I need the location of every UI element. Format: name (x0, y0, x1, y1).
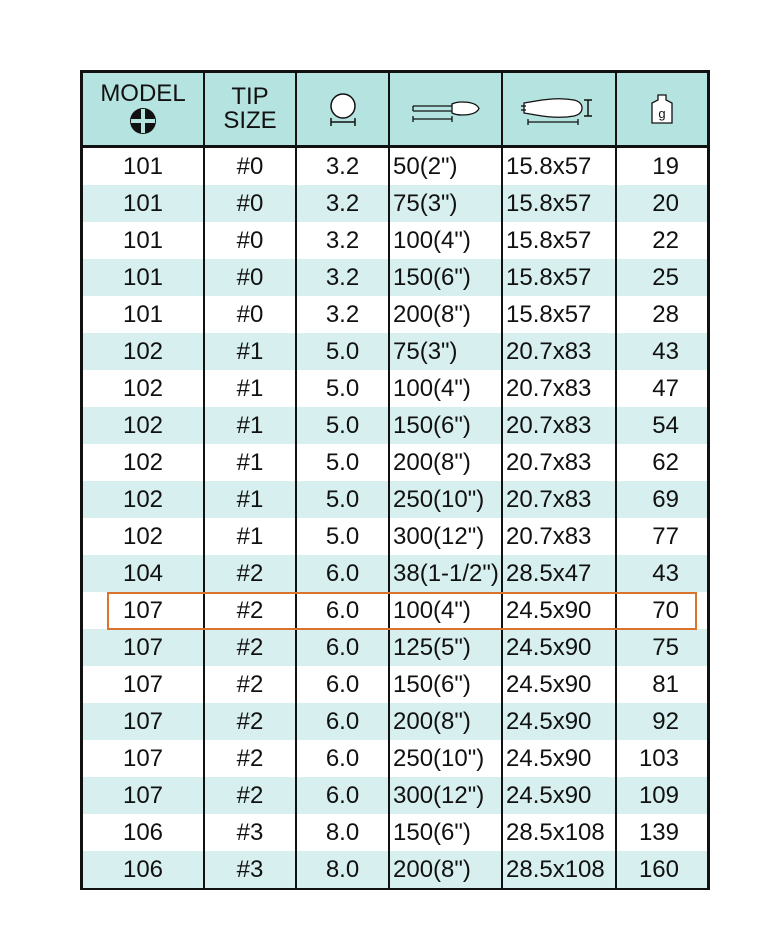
cell-blade-length: 75(3") (389, 185, 502, 222)
cell-blade-length: 250(10") (389, 481, 502, 518)
cell-tip-size: #1 (204, 481, 296, 518)
cell-model: 102 (83, 333, 204, 370)
cell-handle-size: 20.7x83 (502, 333, 616, 370)
table-row (83, 703, 707, 740)
cell-tip-size: #0 (204, 296, 296, 333)
cell-model: 104 (83, 555, 204, 592)
spec-table-frame (80, 70, 710, 890)
table-row (83, 370, 707, 407)
cell-model: 107 (83, 629, 204, 666)
cell-model: 101 (83, 147, 204, 186)
cell-weight: 19 (616, 147, 707, 186)
cell-blade-length: 50(2") (389, 147, 502, 186)
table-row (83, 444, 707, 481)
cell-tip-size: #2 (204, 629, 296, 666)
table-row (83, 333, 707, 370)
table-header-row (83, 73, 707, 147)
cell-tip-size: #2 (204, 666, 296, 703)
weight-icon-label: g (658, 106, 666, 121)
phillips-cross-icon (128, 106, 158, 136)
cell-tip-size: #1 (204, 444, 296, 481)
header-handle-size (502, 73, 616, 147)
cell-model: 107 (83, 666, 204, 703)
table-body (83, 147, 707, 889)
cell-model: 101 (83, 185, 204, 222)
cell-tip-size: #0 (204, 147, 296, 186)
cell-diameter: 8.0 (296, 814, 389, 851)
cell-weight: 77 (616, 518, 707, 555)
cell-diameter: 8.0 (296, 851, 389, 888)
cell-diameter: 3.2 (296, 147, 389, 186)
cell-handle-size: 20.7x83 (502, 518, 616, 555)
table-row-highlighted (83, 592, 707, 629)
blade-length-icon (410, 94, 482, 124)
table-row (83, 259, 707, 296)
cell-handle-size: 20.7x83 (502, 407, 616, 444)
header-weight (616, 73, 707, 147)
cell-blade-length: 150(6") (389, 814, 502, 851)
cell-handle-size: 15.8x57 (502, 185, 616, 222)
cell-tip-size: #2 (204, 555, 296, 592)
cell-blade-length: 300(12") (389, 518, 502, 555)
cell-handle-size: 20.7x83 (502, 481, 616, 518)
cell-blade-length: 100(4") (389, 592, 502, 629)
cell-blade-length: 150(6") (389, 259, 502, 296)
header-tip-line2: SIZE (223, 107, 277, 134)
cell-handle-size: 24.5x90 (502, 740, 616, 777)
cell-model: 107 (83, 703, 204, 740)
cell-blade-length: 75(3") (389, 333, 502, 370)
header-model (83, 73, 204, 147)
cell-tip-size: #1 (204, 407, 296, 444)
cell-blade-length: 200(8") (389, 851, 502, 888)
cell-weight: 43 (616, 333, 707, 370)
cell-diameter: 3.2 (296, 222, 389, 259)
cell-blade-length: 125(5") (389, 629, 502, 666)
cell-diameter: 6.0 (296, 666, 389, 703)
header-diameter (296, 73, 389, 147)
cell-weight: 81 (616, 666, 707, 703)
cell-diameter: 5.0 (296, 444, 389, 481)
cell-blade-length: 200(8") (389, 703, 502, 740)
cell-weight: 92 (616, 703, 707, 740)
table-row (83, 147, 707, 186)
cell-handle-size: 20.7x83 (502, 444, 616, 481)
header-model-label: MODEL (100, 80, 186, 107)
cell-weight: 70 (616, 592, 707, 629)
cell-handle-size: 15.8x57 (502, 147, 616, 186)
cell-blade-length: 100(4") (389, 222, 502, 259)
screwdriver-spec-table (83, 73, 707, 888)
cell-tip-size: #0 (204, 185, 296, 222)
cell-diameter: 5.0 (296, 370, 389, 407)
cell-weight: 139 (616, 814, 707, 851)
cell-diameter: 6.0 (296, 777, 389, 814)
cell-model: 101 (83, 259, 204, 296)
cell-diameter: 6.0 (296, 555, 389, 592)
cell-tip-size: #2 (204, 777, 296, 814)
header-blade-length (389, 73, 502, 147)
cell-handle-size: 28.5x47 (502, 555, 616, 592)
cell-weight: 69 (616, 481, 707, 518)
cell-handle-size: 24.5x90 (502, 777, 616, 814)
cell-handle-size: 28.5x108 (502, 851, 616, 888)
cell-diameter: 6.0 (296, 592, 389, 629)
cell-tip-size: #1 (204, 518, 296, 555)
table-row (83, 851, 707, 888)
cell-diameter: 3.2 (296, 259, 389, 296)
cell-weight: 54 (616, 407, 707, 444)
cell-model: 106 (83, 851, 204, 888)
cell-blade-length: 250(10") (389, 740, 502, 777)
table-row (83, 185, 707, 222)
cell-weight: 20 (616, 185, 707, 222)
cell-model: 107 (83, 592, 204, 629)
cell-diameter: 6.0 (296, 703, 389, 740)
cell-tip-size: #2 (204, 592, 296, 629)
cell-tip-size: #1 (204, 370, 296, 407)
table-row (83, 296, 707, 333)
cell-model: 107 (83, 777, 204, 814)
cell-diameter: 5.0 (296, 481, 389, 518)
cell-handle-size: 24.5x90 (502, 666, 616, 703)
cell-handle-size: 15.8x57 (502, 222, 616, 259)
cell-weight: 25 (616, 259, 707, 296)
table-row (83, 518, 707, 555)
cell-blade-length: 100(4") (389, 370, 502, 407)
cell-tip-size: #1 (204, 333, 296, 370)
cell-weight: 109 (616, 777, 707, 814)
cell-diameter: 6.0 (296, 740, 389, 777)
cell-diameter: 3.2 (296, 296, 389, 333)
cell-tip-size: #3 (204, 851, 296, 888)
cell-weight: 62 (616, 444, 707, 481)
cell-blade-length: 38(1-1/2") (389, 555, 502, 592)
cell-diameter: 5.0 (296, 518, 389, 555)
cell-handle-size: 24.5x90 (502, 703, 616, 740)
cell-weight: 47 (616, 370, 707, 407)
cell-model: 102 (83, 407, 204, 444)
cell-weight: 75 (616, 629, 707, 666)
table-row (83, 629, 707, 666)
cell-blade-length: 200(8") (389, 444, 502, 481)
table-row (83, 740, 707, 777)
cell-handle-size: 20.7x83 (502, 370, 616, 407)
cell-handle-size: 24.5x90 (502, 629, 616, 666)
cell-model: 106 (83, 814, 204, 851)
cell-weight: 43 (616, 555, 707, 592)
cell-tip-size: #3 (204, 814, 296, 851)
header-tip-size (204, 73, 296, 147)
table-row (83, 481, 707, 518)
cell-handle-size: 15.8x57 (502, 296, 616, 333)
cell-weight: 160 (616, 851, 707, 888)
table-row (83, 222, 707, 259)
cell-tip-size: #0 (204, 259, 296, 296)
cell-diameter: 3.2 (296, 185, 389, 222)
cell-model: 102 (83, 370, 204, 407)
cell-blade-length: 300(12") (389, 777, 502, 814)
table-row (83, 407, 707, 444)
cell-handle-size: 24.5x90 (502, 592, 616, 629)
cell-tip-size: #2 (204, 703, 296, 740)
cell-handle-size: 15.8x57 (502, 259, 616, 296)
cell-model: 102 (83, 444, 204, 481)
cell-tip-size: #2 (204, 740, 296, 777)
table-row (83, 666, 707, 703)
cell-blade-length: 200(8") (389, 296, 502, 333)
cell-weight: 22 (616, 222, 707, 259)
cell-handle-size: 28.5x108 (502, 814, 616, 851)
weight-icon (649, 93, 675, 125)
cell-model: 101 (83, 222, 204, 259)
cell-diameter: 5.0 (296, 333, 389, 370)
table-row (83, 777, 707, 814)
cell-blade-length: 150(6") (389, 407, 502, 444)
cell-weight: 28 (616, 296, 707, 333)
handle-size-icon (518, 92, 600, 126)
cell-diameter: 5.0 (296, 407, 389, 444)
cell-weight: 103 (616, 740, 707, 777)
diameter-circle-icon (323, 89, 363, 129)
cell-blade-length: 150(6") (389, 666, 502, 703)
cell-tip-size: #0 (204, 222, 296, 259)
table-row (83, 555, 707, 592)
cell-diameter: 6.0 (296, 629, 389, 666)
cell-model: 102 (83, 481, 204, 518)
cell-model: 107 (83, 740, 204, 777)
header-tip-line1: TIP (231, 83, 269, 110)
cell-model: 102 (83, 518, 204, 555)
cell-model: 101 (83, 296, 204, 333)
table-row (83, 814, 707, 851)
